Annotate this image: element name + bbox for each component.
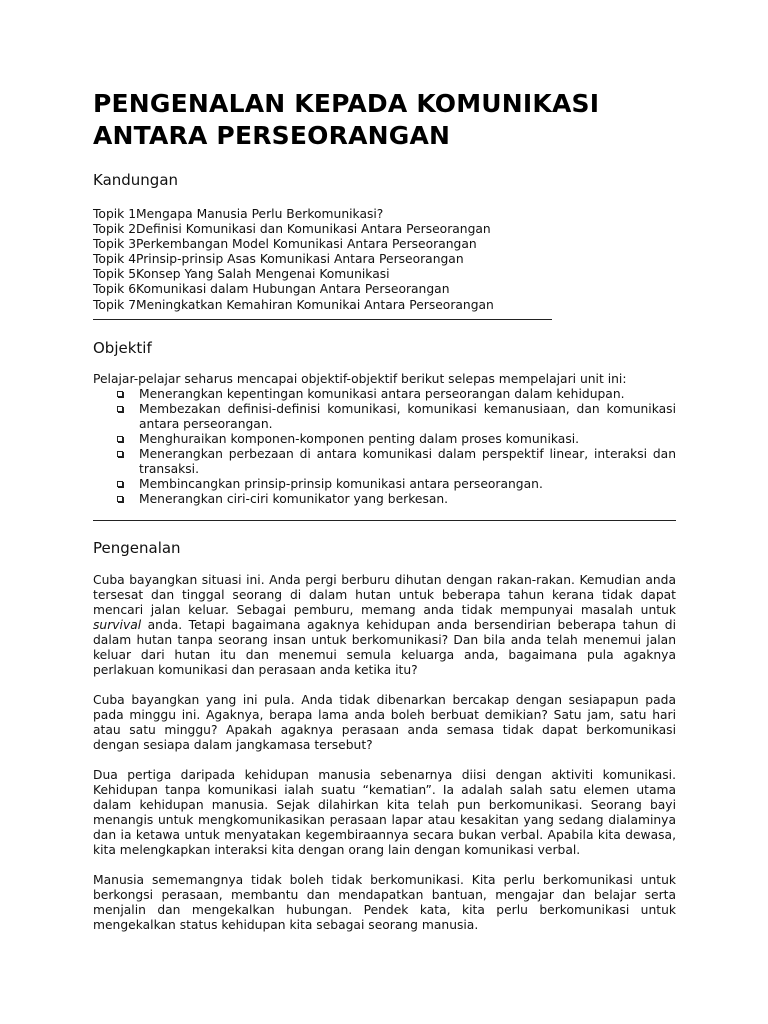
toc-item-7: Topik 7Meningkatkan Kemahiran Komunikai Antara Perseorangan	[93, 297, 494, 312]
objektif-item-6	[93, 492, 676, 507]
toc-item-1: Topik 1Mengapa Manusia Perlu Berkomunikasi?	[93, 207, 384, 221]
objektif-heading: Objektif	[93, 338, 152, 357]
title-line-1: PENGENALAN KEPADA KOMUNIKASI	[93, 89, 600, 118]
square-bullet-icon	[117, 451, 123, 457]
objektif-item-text: Membincangkan prinsip-prinsip komunikasi antara perseorangan.	[139, 476, 543, 491]
objektif-item-text: Menghuraikan komponen-komponen penting dalam proses komunikasi.	[139, 431, 580, 446]
objektif-item-1	[93, 387, 676, 402]
square-bullet-icon	[117, 406, 123, 412]
divider-objektif	[93, 520, 676, 521]
objektif-item-5	[93, 477, 676, 492]
objektif-item-text: Membezakan definisi-definisi komunikasi, komunikasi kemanusiaan, dan komunikasi antara perseorangan.	[139, 401, 676, 431]
title-line-2: ANTARA PERSEORANGAN	[93, 121, 451, 150]
pengenalan-paragraph-1	[93, 573, 676, 678]
paragraph-1-italic: survival	[93, 617, 142, 632]
kandungan-heading: Kandungan	[93, 171, 179, 189]
objektif-item-4	[93, 447, 676, 477]
toc-item-2: Topik 2Definisi Komunikasi dan Komunikasi Antara Perseorangan	[93, 222, 491, 237]
objektif-item-2	[93, 402, 676, 432]
pengenalan-paragraph-2: Cuba bayangkan yang ini pula. Anda tidak dibenarkan bercakap dengan sesiapapun pada pada minggu ini. Agaknya, berapa lama anda boleh berbuat demikian? Satu jam, satu hari atau satu minggu? Apakah agaknya perasaan anda semasa tidak dapat berkomunikasi dengan sesiapa dalam jangkamasa tersebut?	[93, 692, 676, 752]
square-bullet-icon	[117, 436, 123, 442]
paragraph-1-text-a: Cuba bayangkan situasi ini. Anda pergi berburu dihutan dengan rakan-rakan. Kemudian anda tersesat dan tinggal seorang di dalam hutan untuk beberapa tahun kerana tidak dapat mencari jalan keluar. Sebagai pemburu, memang anda tidak mempunyai masalah untuk	[93, 572, 676, 617]
objektif-list	[93, 387, 676, 507]
document-title	[93, 88, 676, 152]
paragraph-1-text-b: anda. Tetapi bagaimana agaknya kehidupan anda bersendirian beberapa tahun di dalam hutan tanpa seorang insan untuk berkomunikasi? Dan bila anda telah menemui jalan keluar dari hutan itu dan menemui semula keluarga anda, bagaimana pula agaknya perlakuan komunikasi dan perasaan anda ketika itu?	[93, 617, 676, 677]
objektif-item-3	[93, 432, 676, 447]
toc-item-4: Topik 4Prinsip-prinsip Asas Komunikasi Antara Perseorangan	[93, 252, 464, 267]
square-bullet-icon	[117, 496, 123, 502]
toc-item-5: Topik 5Konsep Yang Salah Mengenai Komunikasi	[93, 267, 390, 282]
toc-item-6: Topik 6Komunikasi dalam Hubungan Antara Perseorangan	[93, 282, 450, 297]
square-bullet-icon	[117, 481, 123, 487]
pengenalan-paragraph-4: Manusia sememangnya tidak boleh tidak berkomunikasi. Kita perlu berkomunikasi untuk berkongsi perasaan, membantu dan mendapatkan bantuan, mengajar dan belajar serta menjalin dan mengekalkan hubungan. Pendek kata, kita perlu berkomunikasi untuk mengekalkan status kehidupan kita sebagai seorang manusia.	[93, 872, 676, 932]
objektif-item-text: Menerangkan perbezaan di antara komunikasi dalam perspektif linear, interaksi dan transaksi.	[139, 446, 676, 476]
toc-item-3: Topik 3Perkembangan Model Komunikasi Antara Perseorangan	[93, 237, 477, 252]
pengenalan-paragraph-3: Dua pertiga daripada kehidupan manusia sebenarnya diisi dengan aktiviti komunikasi. Kehidupan tanpa komunikasi ialah suatu “kematian”. Ia adalah salah satu elemen utama dalam kehidupan manusia. Sejak dilahirkan kita telah pun berkomunikasi. Seorang bayi menangis untuk mengkomunikasikan perasaan lapar atau kesakitan yang sedang dialaminya dan ia ketawa untuk menyatakan kegembiraannya secara bukan verbal. Apabila kita dewasa, kita melengkapkan interaksi kita dengan orang lain dengan komunikasi verbal.	[93, 767, 676, 857]
document-page	[93, 88, 676, 933]
objektif-intro: Pelajar-pelajar seharus mencapai objektif-objektif berikut selepas mempelajari unit ini:	[93, 371, 627, 386]
pengenalan-heading: Pengenalan	[93, 538, 181, 557]
divider-kandungan	[93, 319, 552, 320]
table-of-contents	[93, 207, 676, 313]
objektif-item-text: Menerangkan ciri-ciri komunikator yang berkesan.	[139, 491, 449, 506]
square-bullet-icon	[117, 391, 123, 397]
objektif-item-text: Menerangkan kepentingan komunikasi antara perseorangan dalam kehidupan.	[139, 386, 625, 401]
